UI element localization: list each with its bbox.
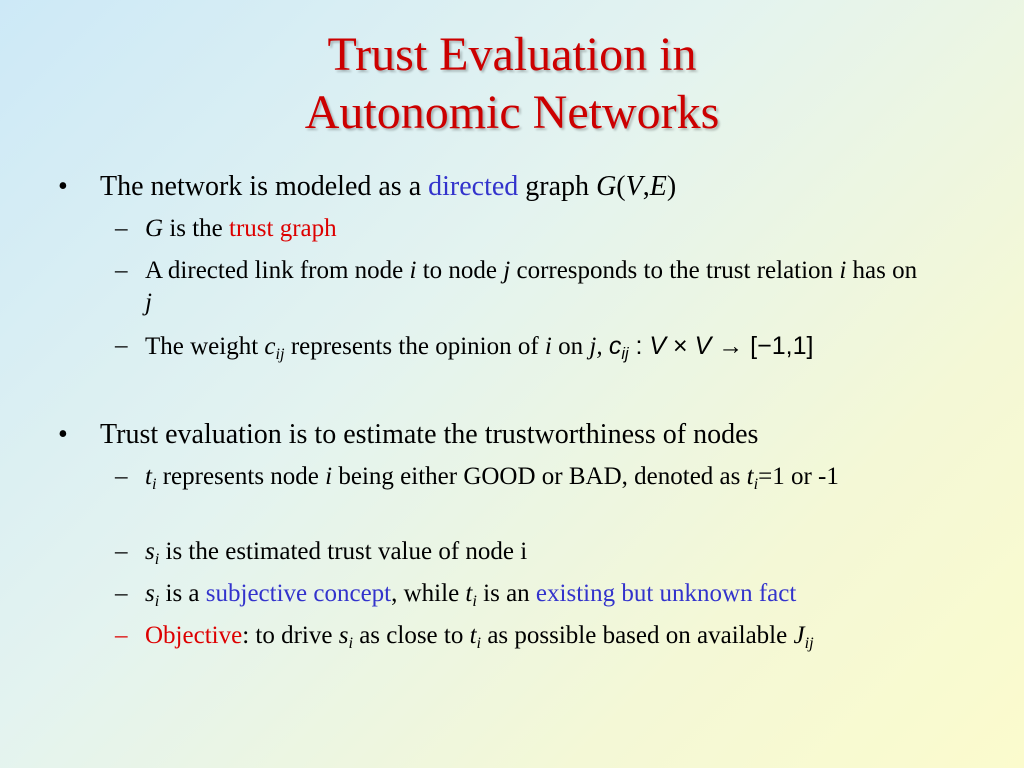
math-symbol: j bbox=[145, 289, 152, 316]
math-symbol: j, bbox=[589, 333, 603, 360]
highlight-subjective-concept: subjective concept bbox=[205, 580, 392, 607]
math-symbol: s bbox=[338, 622, 349, 649]
dash-icon: – bbox=[115, 622, 128, 649]
math-subscript: ij bbox=[621, 344, 629, 363]
slide-title-line-1: Trust Evaluation in bbox=[327, 28, 697, 81]
text-run: is an bbox=[476, 580, 536, 607]
bullet-text bbox=[100, 170, 676, 204]
math-symbol: V bbox=[625, 171, 643, 202]
text-run: A directed link from node bbox=[145, 257, 410, 284]
dash-icon: – bbox=[115, 538, 128, 565]
math-symbol: s bbox=[145, 538, 155, 565]
math-symbol: i bbox=[839, 257, 847, 284]
subbullet-text bbox=[145, 578, 965, 610]
math-symbol: V bbox=[649, 332, 667, 360]
math-symbol: E bbox=[649, 171, 667, 202]
math-symbol: c bbox=[264, 333, 276, 360]
math-subscript: i bbox=[151, 474, 157, 493]
dash-icon: – bbox=[115, 463, 128, 490]
text-run: × bbox=[666, 332, 695, 360]
slide-title-line-2: Autonomic Networks bbox=[304, 86, 720, 139]
text-run: The weight bbox=[145, 333, 265, 360]
math-symbol: t bbox=[746, 463, 754, 490]
text-run: =1 or -1 bbox=[758, 463, 839, 490]
text-run: , bbox=[642, 171, 650, 202]
text-run: graph bbox=[518, 171, 597, 202]
subbullet-text bbox=[145, 536, 965, 568]
dash-icon: – bbox=[115, 215, 128, 242]
subbullet-text bbox=[145, 330, 965, 363]
math-subscript: i bbox=[472, 591, 477, 610]
math-symbol: t bbox=[145, 463, 152, 490]
text-run: : bbox=[628, 332, 650, 360]
math-symbol: G bbox=[145, 215, 164, 242]
dash-icon: – bbox=[115, 257, 128, 284]
text-run: to node bbox=[416, 257, 504, 284]
text-run: as close to bbox=[352, 622, 470, 649]
math-subscript: i bbox=[154, 549, 160, 568]
text-run: being either GOOD or BAD, denoted as bbox=[332, 463, 747, 490]
math-subscript: ij bbox=[275, 344, 285, 363]
highlight-objective: Objective bbox=[145, 622, 243, 649]
bullet-icon: • bbox=[58, 171, 68, 202]
math-symbol: i bbox=[409, 257, 417, 284]
text-run: has on bbox=[846, 257, 918, 284]
math-symbol: t bbox=[465, 580, 473, 607]
math-symbol: c bbox=[608, 332, 622, 360]
math-subscript: i bbox=[753, 474, 759, 493]
subbullet-text bbox=[145, 620, 955, 652]
highlight-existing-fact: existing but unknown fact bbox=[535, 580, 797, 607]
text-run: → [−1,1] bbox=[711, 332, 814, 360]
math-subscript: ij bbox=[804, 633, 814, 652]
subbullet-text bbox=[145, 213, 965, 245]
math-symbol: J bbox=[793, 622, 805, 649]
subbullet-text bbox=[145, 255, 925, 319]
math-subscript: i bbox=[476, 633, 482, 652]
text-run: as possible based on available bbox=[481, 622, 794, 649]
text-run: : to drive bbox=[242, 622, 339, 649]
math-symbol: G bbox=[596, 171, 617, 202]
math-symbol: V bbox=[694, 332, 712, 360]
text-run: is the estimated trust value of node i bbox=[159, 538, 528, 565]
text-run: on bbox=[551, 333, 590, 360]
weight-formula bbox=[608, 332, 814, 363]
subbullet-text bbox=[145, 461, 950, 493]
highlight-directed: directed bbox=[428, 171, 519, 202]
text-run: ) bbox=[666, 171, 677, 202]
text-run: The network is modeled as a bbox=[100, 171, 429, 202]
text-run: , while bbox=[391, 580, 466, 607]
bullet-icon: • bbox=[58, 419, 68, 450]
math-subscript: i bbox=[348, 633, 353, 652]
text-run: represents node bbox=[156, 463, 326, 490]
text-run: corresponds to the trust relation bbox=[510, 257, 840, 284]
text-run: ( bbox=[616, 171, 626, 202]
text-run: is the bbox=[163, 215, 230, 242]
math-symbol: i bbox=[544, 333, 552, 360]
math-subscript: i bbox=[154, 591, 160, 610]
dash-icon: – bbox=[115, 580, 128, 607]
bullet-text: Trust evaluation is to estimate the trustworthiness of nodes bbox=[100, 419, 759, 450]
slide-title bbox=[0, 26, 1024, 142]
math-symbol: s bbox=[145, 580, 155, 607]
math-symbol: i bbox=[325, 463, 333, 490]
math-symbol: t bbox=[469, 622, 477, 649]
text-run: represents the opinion of bbox=[284, 333, 545, 360]
dash-icon: – bbox=[115, 332, 128, 359]
text-run: is a bbox=[159, 580, 206, 607]
highlight-trust-graph: trust graph bbox=[229, 215, 337, 242]
math-symbol: j bbox=[503, 257, 511, 284]
